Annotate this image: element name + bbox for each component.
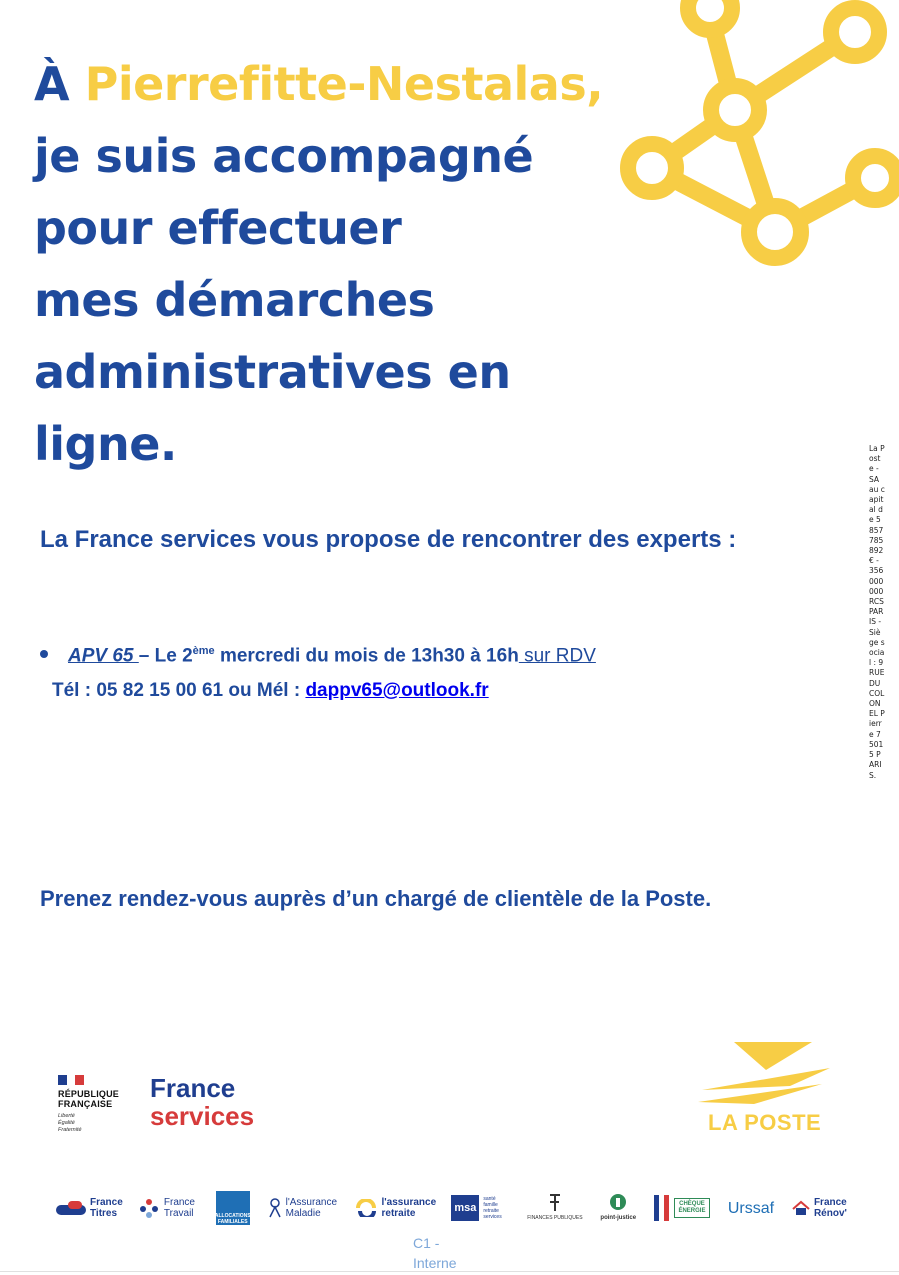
partner-finances-publiques: FINANCES PUBLIQUES: [527, 1193, 582, 1224]
legal-notice: La Poste - SA au capital de 5 857 785 892 € - 356 000 000 RCS PARIS - Siège social : 9 RUE DU COLONEL Pierre 75015 PARIS.: [869, 444, 885, 780]
expert-list-item: APV 65 – Le 2ème mercredi du mois de 13h30 à 16h sur RDV: [40, 645, 596, 667]
partner-msa: msa santé famille retraite services: [451, 1195, 509, 1221]
contact-line: Tél : 05 82 15 00 61 ou Mél : dappv65@outlook.fr: [52, 680, 489, 701]
bottom-divider: [0, 1271, 899, 1272]
france-travail-icon: [138, 1197, 160, 1219]
republique-francaise-logo: RÉPUBLIQUE FRANÇAISE Liberté Égalité Fraternité: [58, 1075, 138, 1134]
headline-line-4: mes démarches: [34, 273, 435, 327]
headline-city: Pierrefitte-Nestalas,: [84, 57, 604, 111]
partner-caf: ALLOCATIONS FAMILIALES: [216, 1191, 250, 1225]
partner-assurance-retraite: l'assurance retraite: [356, 1197, 434, 1219]
flag-stripe-icon: [654, 1195, 670, 1221]
classification-label: C1 - Interne: [413, 1235, 457, 1271]
laposte-logo-text: LA POSTE: [708, 1110, 822, 1135]
headline-line-6: ligne.: [34, 417, 177, 471]
intro-text: La France services vous propose de rencontrer des experts :: [40, 526, 737, 553]
assurance-retraite-icon: [356, 1199, 378, 1217]
france-services-logo: France services: [150, 1073, 255, 1131]
bullet-icon: [40, 650, 48, 658]
partner-france-renov: France Rénov': [792, 1197, 846, 1219]
finances-publiques-icon: [547, 1193, 563, 1213]
france-titres-icon: [56, 1199, 86, 1217]
network-graphic-icon: [600, 0, 899, 280]
call-to-action: Prenez rendez-vous auprès d’un chargé de clientèle de la Poste.: [40, 886, 712, 911]
assurance-maladie-icon: [268, 1198, 282, 1218]
partner-france-titres: France Titres: [56, 1197, 120, 1219]
headline-line-1: À Pierrefitte-Nestalas,: [34, 57, 604, 111]
headline-line-5: administratives en: [34, 345, 511, 399]
point-justice-icon: [609, 1193, 627, 1213]
ordinal-sup: ème: [192, 645, 215, 657]
headline: [34, 48, 634, 480]
rdv-link[interactable]: sur RDV: [518, 645, 596, 667]
flag-icon: [58, 1075, 84, 1085]
partner-point-justice: point-justice: [600, 1193, 636, 1224]
partner-france-travail: France Travail: [138, 1197, 198, 1219]
headline-line-3: pour effectuer: [34, 201, 402, 255]
partner-logos: [56, 1186, 846, 1230]
apv-link[interactable]: APV 65: [68, 645, 139, 667]
partner-cheque-energie: CHÈQUE ÉNERGIE: [654, 1195, 710, 1221]
headline-line-2: je suis accompagné: [34, 129, 534, 183]
house-icon: [792, 1200, 810, 1216]
partner-urssaf: Urssaf: [727, 1199, 775, 1217]
email-link[interactable]: dappv65@outlook.fr: [305, 680, 489, 701]
partner-assurance-maladie: l'Assurance Maladie: [268, 1197, 338, 1219]
